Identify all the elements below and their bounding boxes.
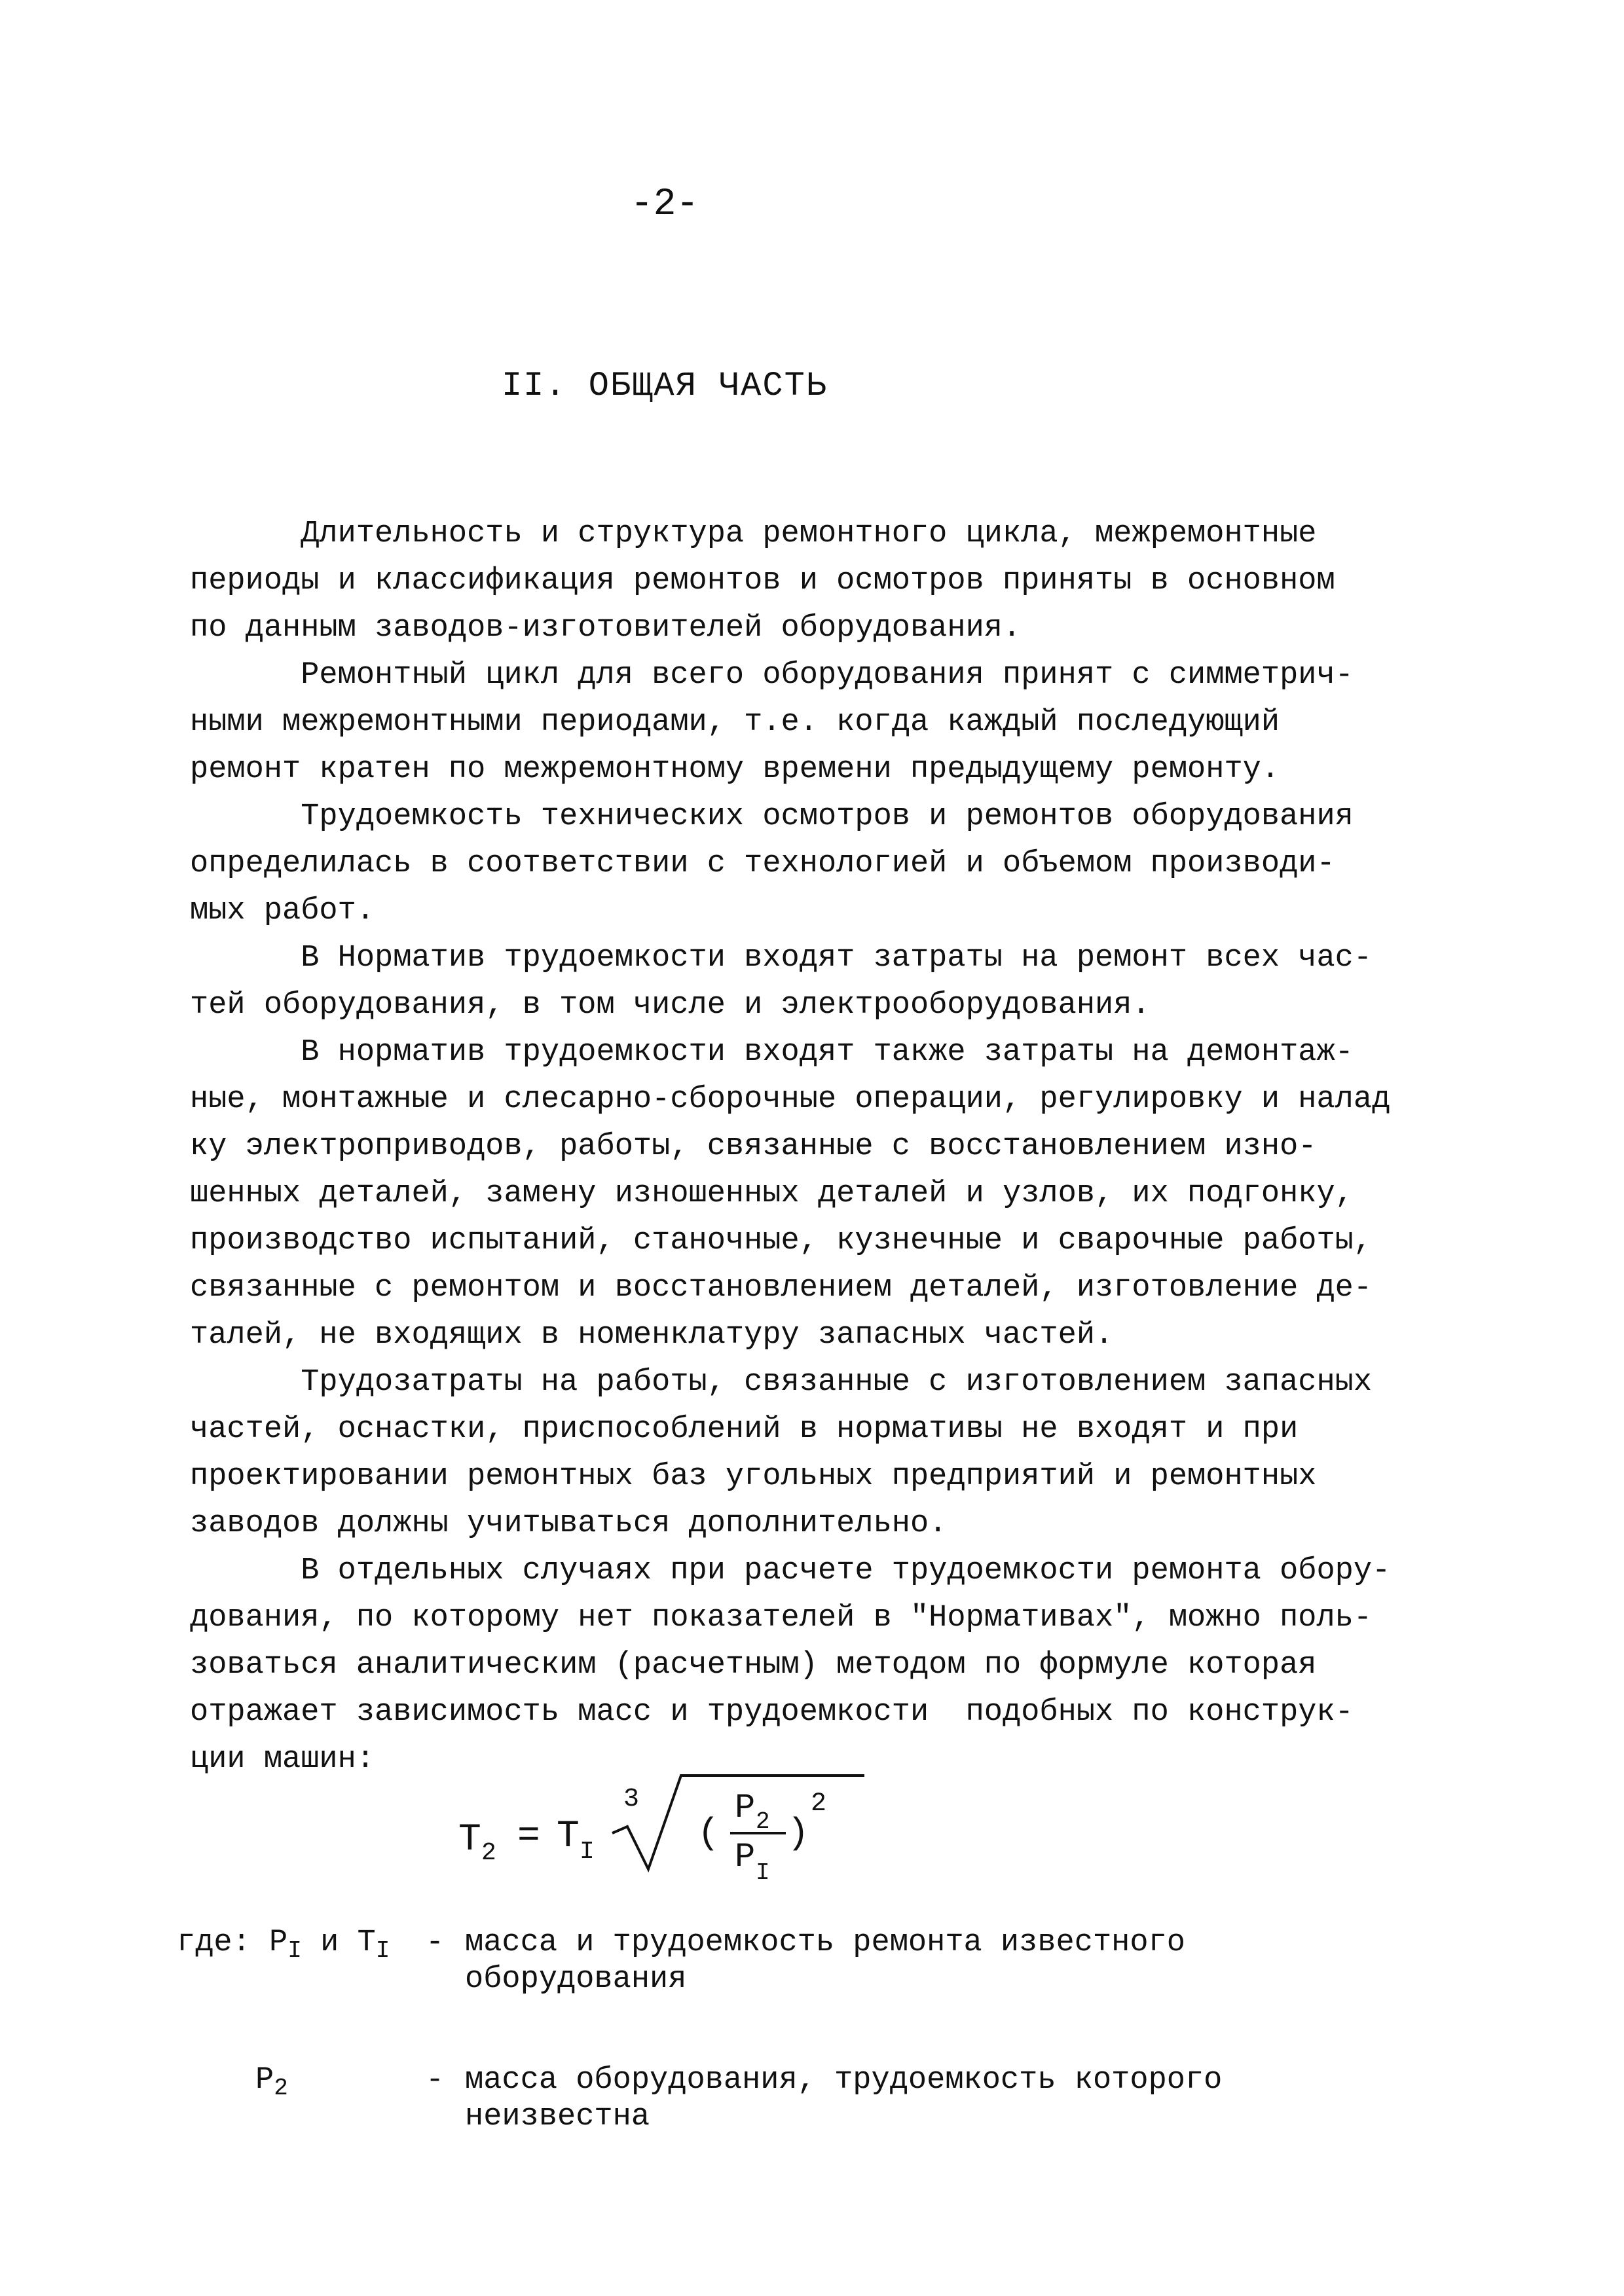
body-text	[190, 511, 1447, 1783]
text-line: В Норматив трудоемкости входят затраты на ремонт всех час-	[190, 941, 1373, 975]
term-b: T	[357, 1925, 376, 1960]
formula-num-sub: 2	[756, 1808, 770, 1835]
text-line: связанные с ремонтом и восстановлением деталей, изготовление де-	[190, 1271, 1373, 1305]
definition-row	[177, 2062, 1454, 2193]
term-a-sub: I	[287, 1937, 302, 1964]
term-a: P	[269, 1925, 288, 1960]
term-sub: 2	[274, 2075, 288, 2102]
text-line: ку электроприводов, работы, связанные с восстановлением изно-	[190, 1129, 1317, 1164]
definition-term	[177, 1925, 390, 1969]
text-line: тей оборудования, в том числе и электрооборудования.	[190, 988, 1151, 1023]
definition-dash: -	[426, 2063, 445, 2098]
text-line: проектировании ремонтных баз угольных предприятий и ремонтных	[190, 1459, 1317, 1494]
formula-svg	[452, 1761, 910, 1892]
formula-t: T	[557, 1815, 580, 1858]
text-line: ные, монтажные и слесарно-сборочные операции, регулировку и налад	[190, 1082, 1391, 1117]
text-line: заводов должны учитываться дополнительно.	[190, 1506, 948, 1541]
formula-close-paren: )	[787, 1812, 809, 1854]
text-line: Ремонтный цикл для всего оборудования принят с симметрич-	[190, 658, 1354, 693]
text-line: мых работ.	[190, 894, 375, 928]
text-line: шенных деталей, замену изношенных деталей и узлов, их подгонку,	[190, 1176, 1354, 1211]
term-b-sub: I	[375, 1937, 390, 1964]
text-line: производство испытаний, станочные, кузнечные и сварочные работы,	[190, 1224, 1373, 1258]
text-line: В отдельных случаях при расчете трудоемкости ремонта обору-	[190, 1554, 1391, 1588]
formula-exponent: 2	[811, 1789, 827, 1819]
formula-lhs-sub: 2	[481, 1839, 496, 1867]
text-line: ремонт кратен по межремонтному времени предыдущему ремонту.	[190, 752, 1280, 787]
formula-den-sub: I	[756, 1859, 770, 1886]
text-line: талей, не входящих в номенклатуру запасных частей.	[190, 1318, 1114, 1353]
text-line: ными межремонтными периодами, т.е. когда каждый последующий	[190, 705, 1280, 740]
term-conj: и	[301, 1925, 358, 1960]
definition-text: масса и трудоемкость ремонта известного оборудования	[465, 1925, 1185, 1997]
definition-prefix: где:	[177, 1925, 270, 1960]
formula-t-sub: I	[580, 1838, 595, 1866]
text-line: Длительность и структура ремонтного цикла, межремонтные	[190, 517, 1317, 551]
page-number: -2-	[630, 183, 699, 226]
formula-equals: =	[517, 1815, 540, 1858]
formula-lhs: T	[458, 1819, 481, 1861]
text-line: определилась в соответствии с технологией и объемом производи-	[190, 847, 1335, 881]
text-line: В норматив трудоемкости входят также затраты на демонтаж-	[190, 1035, 1354, 1070]
text-line: зоваться аналитическим (расчетным) методом по формуле которая	[190, 1648, 1317, 1683]
formula-den: P	[735, 1838, 756, 1876]
formula-num: P	[735, 1789, 756, 1827]
formula	[452, 1761, 910, 1892]
definition-row	[177, 1925, 1454, 2030]
formula-open-paren: (	[697, 1812, 720, 1854]
definition-term	[255, 2062, 288, 2107]
text-line: по данным заводов-изготовителей оборудования.	[190, 611, 1022, 646]
text-line: дования, по которому нет показателей в "Нормативах", можно поль-	[190, 1601, 1373, 1635]
section-title: II. ОБЩАЯ ЧАСТЬ	[501, 367, 828, 405]
text-line: частей, оснастки, приспособлений в нормативы не входят и при	[190, 1412, 1299, 1447]
definitions	[177, 1925, 1454, 2193]
formula-root-index: 3	[623, 1785, 640, 1814]
text-line: Трудоемкость технических осмотров и ремонтов оборудования	[190, 799, 1354, 834]
definition-text: масса оборудования, трудоемкость которого неизвестна	[465, 2063, 1223, 2134]
text-line: Трудозатраты на работы, связанные с изготовлением запасных	[190, 1365, 1373, 1400]
text-line: периоды и классификация ремонтов и осмотров приняты в основном	[190, 564, 1335, 598]
term: P	[255, 2063, 274, 2098]
text-line: отражает зависимость масс и трудоемкости подобных по конструк-	[190, 1695, 1354, 1730]
text-line: ции машин:	[190, 1742, 375, 1777]
definition-dash: -	[426, 1925, 445, 1960]
